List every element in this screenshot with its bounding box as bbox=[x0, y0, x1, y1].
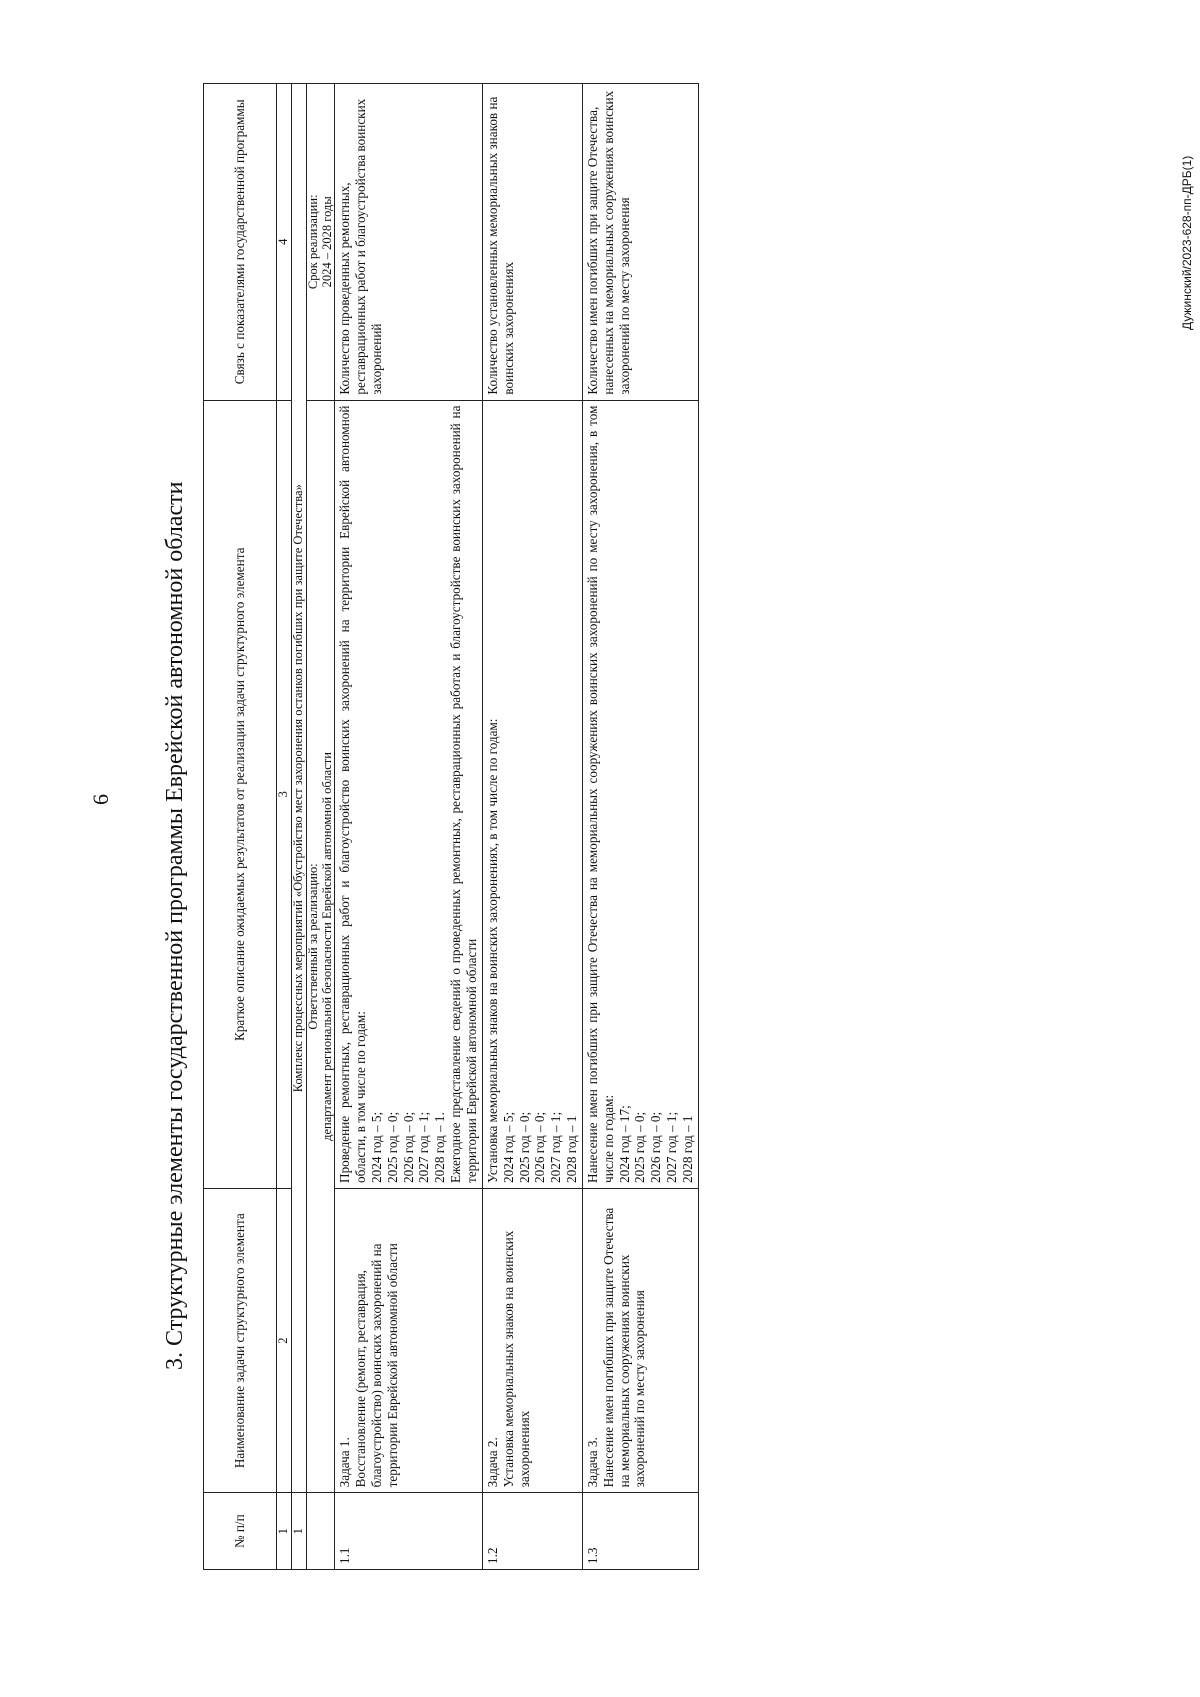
row-num: 1.1 bbox=[335, 1493, 483, 1570]
task-description: Установка мемориальных знаков на воинских захоронениях, в том числе по годам: bbox=[484, 718, 500, 1183]
task-label: Задача 3. bbox=[584, 1437, 600, 1488]
header-description: Краткое описание ожидаемых результатов от реализации задачи структурного элемента bbox=[204, 400, 277, 1188]
indicator-link: Количество имен погибших при защите Отечества, нанесенных на мемориальных сооружениях воинских захоронений по месту захоронения bbox=[582, 84, 698, 401]
responsible-department: департамент региональной безопасности Еврейской автономной области bbox=[319, 752, 334, 1141]
complex-row-num: 1 bbox=[292, 1493, 307, 1570]
year-value: 2026 год – 0; bbox=[400, 1111, 416, 1183]
indicator-link: Количество установленных мемориальных знаков на воинских захоронениях bbox=[482, 84, 582, 401]
structural-elements-table bbox=[203, 83, 699, 1570]
col-number-4: 4 bbox=[277, 84, 292, 401]
complex-row bbox=[292, 84, 307, 1570]
header-task-name: Наименование задачи структурного элемента bbox=[204, 1188, 277, 1492]
col-number-1: 1 bbox=[277, 1493, 292, 1570]
year-value: 2025 год – 0; bbox=[632, 1111, 648, 1183]
year-value: 2028 год – 1 bbox=[679, 1115, 695, 1183]
year-value: 2025 год – 0; bbox=[384, 1111, 400, 1183]
year-value: 2027 год – 1; bbox=[416, 1111, 432, 1183]
year-value: 2026 год – 0; bbox=[532, 1111, 548, 1183]
responsible-cell bbox=[306, 400, 335, 1493]
year-value: 2024 год – 17; bbox=[616, 1105, 632, 1183]
indicator-link: Количество проведенных ремонтных, реставрационных работ и благоустройства воинских захоронений bbox=[335, 84, 483, 401]
year-value: 2024 год – 5; bbox=[500, 1111, 516, 1183]
column-number-row bbox=[277, 84, 292, 1570]
task-description: Проведение ремонтных, реставрационных работ и благоустройство воинских захоронений на территории Еврейской автономной области, в том числе по годам: bbox=[337, 405, 369, 1183]
task-description: Нанесение имен погибших при защите Отечества на мемориальных сооружениях воинских захоронений по месту захоронения, в том числе по годам: bbox=[584, 405, 616, 1183]
header-num: № п/п bbox=[204, 1493, 277, 1570]
row-num: 1.3 bbox=[582, 1493, 698, 1570]
document-id: Дужинский/2023-628-пп-ДРБ(1) bbox=[1180, 155, 1194, 330]
row-num: 1.2 bbox=[482, 1493, 582, 1570]
task-label: Задача 2. bbox=[484, 1437, 500, 1488]
year-value: 2027 год – 1; bbox=[664, 1111, 680, 1183]
term-label: Срок реализации: bbox=[305, 194, 320, 290]
year-value: 2028 год – 1. bbox=[432, 1112, 448, 1183]
col-number-2: 2 bbox=[277, 1188, 292, 1492]
responsible-row bbox=[306, 84, 335, 1570]
term-value: 2024 – 2028 годы bbox=[319, 196, 334, 288]
table-row bbox=[582, 84, 698, 1570]
responsible-label: Ответственный за реализацию: bbox=[305, 863, 320, 1030]
structural-elements-table-container bbox=[203, 83, 948, 1570]
task-description-cell bbox=[335, 400, 483, 1188]
term-cell bbox=[306, 84, 335, 401]
year-value: 2025 год – 0; bbox=[516, 1111, 532, 1183]
task-name-cell bbox=[335, 1188, 483, 1492]
task-description-cell bbox=[582, 400, 698, 1188]
task-name: Установка мемориальных знаков на воинских захоронениях bbox=[500, 1230, 532, 1488]
task-description-cell bbox=[482, 400, 582, 1188]
responsible-empty-cell bbox=[306, 1493, 335, 1570]
task-name: Восстановление (ремонт, реставрация, благоустройство) воинских захоронений на территории Еврейской автономной области bbox=[353, 1243, 400, 1488]
table-row bbox=[335, 84, 483, 1570]
header-indicator-link: Связь с показателями государственной программы bbox=[204, 84, 277, 401]
year-value: 2028 год – 1 bbox=[564, 1115, 580, 1183]
year-value: 2024 год – 5; bbox=[368, 1111, 384, 1183]
page-number: 6 bbox=[88, 794, 113, 805]
task-name-cell bbox=[482, 1188, 582, 1492]
complex-row-title: Комплекс процессных мероприятий «Обустройство мест захоронения останков погибших при защите Отечества» bbox=[292, 84, 307, 1493]
task-description-extra: Ежегодное представление сведений о проведенных ремонтных, реставрационных работах и благоустройстве воинских захоронений на территории Еврейской автономной области bbox=[448, 405, 479, 1183]
table-row bbox=[482, 84, 582, 1570]
page-title: 3. Структурные элементы государственной программы Еврейской автономной области bbox=[162, 481, 188, 1370]
task-name: Нанесение имен погибших при защите Отечества на мемориальных сооружениях воинских захоронений по месту захоронения bbox=[600, 1207, 648, 1488]
year-value: 2026 год – 0; bbox=[648, 1111, 664, 1183]
year-value: 2027 год – 1; bbox=[548, 1111, 564, 1183]
header-row bbox=[204, 84, 277, 1570]
task-name-cell bbox=[582, 1188, 698, 1492]
task-label: Задача 1. bbox=[337, 1437, 353, 1488]
col-number-3: 3 bbox=[277, 400, 292, 1188]
